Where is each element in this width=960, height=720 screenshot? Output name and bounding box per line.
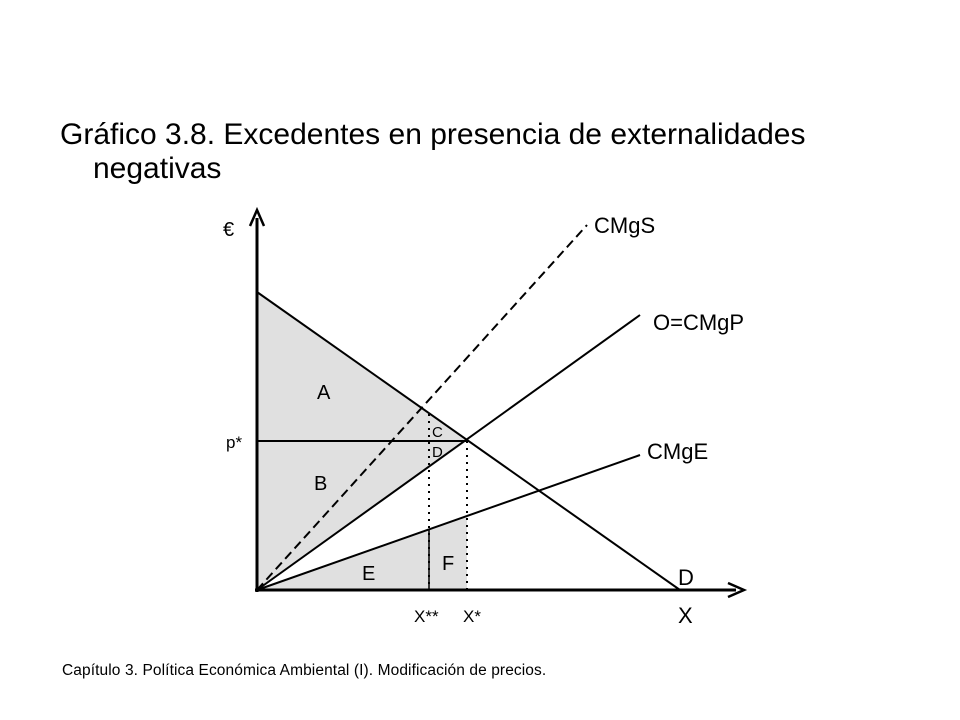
price-label: p*: [226, 433, 243, 452]
title-line-1: Gráfico 3.8. Excedentes en presencia de externalidades: [60, 118, 806, 151]
cmgs-label: CMgS: [594, 213, 656, 238]
x-axis-label: X: [678, 603, 693, 628]
x-double-star-label: X**: [414, 607, 439, 626]
chapter-caption: Capítulo 3. Política Económica Ambiental (I). Modificación de precios.: [62, 662, 547, 679]
cmge-label: CMgE: [647, 439, 709, 464]
supply-label: O=CMgP: [653, 310, 745, 335]
region-b-label: B: [314, 473, 328, 495]
region-e-label: E: [362, 563, 376, 585]
region-c-label: C: [432, 424, 443, 441]
x-star-label: X*: [463, 607, 481, 626]
region-a-label: A: [317, 382, 331, 404]
demand-label: D: [678, 565, 694, 590]
title-line-2: negativas: [93, 152, 222, 185]
y-axis-label: €: [223, 219, 235, 241]
region-f-label: F: [442, 553, 455, 575]
region-d-label: D: [432, 444, 443, 461]
